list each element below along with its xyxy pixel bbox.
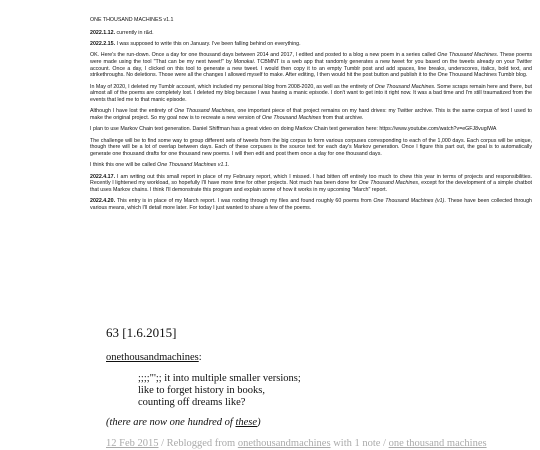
- post-note: [106, 417, 536, 429]
- report-paragraph: I plan to use Markov Chain text generation. Daniel Shiffman has a great video on doing Markov Chain text generation here: https://www.youtube.com/watch?v=eGFJ8vugIWA: [90, 126, 497, 133]
- blog-colon: :: [198, 352, 202, 363]
- report-paragraph: [90, 108, 532, 121]
- report-entry: [90, 30, 532, 37]
- entry-text: This entry is in place of my March report. I was rooting through my files and found roughly 60 poems from: [115, 198, 374, 205]
- report: [90, 17, 532, 216]
- poem-line: like to forget history in books,: [138, 384, 265, 396]
- report-title: ONE THOUSAND MACHINES v1.1: [90, 17, 174, 23]
- meta-text: / Reblogged from: [158, 438, 238, 450]
- entry-date: 2022.2.15.: [90, 41, 116, 47]
- notes-count: with 1 note /: [330, 438, 389, 450]
- tumblr-post-screenshot: [106, 325, 536, 450]
- paragraph-text: In May of 2020, I deleted my Tumblr account, which included my personal blog from 2008-2020, as well as the entirety of: [90, 83, 375, 90]
- project-title: One Thousand Machines: [261, 115, 322, 122]
- report-entry: [90, 174, 532, 194]
- entry-text: , except for the development of a simple chatbot that uses Markov chains. I think I'll demonstrate this program and explain some of how it works in my upcoming "March" report.: [90, 180, 533, 194]
- entry-date: 2022.4.17.: [90, 173, 116, 180]
- note-text: ): [257, 417, 261, 429]
- report-paragraph: [90, 52, 532, 79]
- paragraph-text: , one important piece of that project remains on my hard drives: my Twitter archive. This is the same corpus of text I used to make the original project. So my goal now is to recreate a new version of: [90, 108, 532, 122]
- report-paragraph: [90, 84, 532, 104]
- report-paragraph: [90, 162, 532, 169]
- poem-line: counting off dreams like?: [138, 396, 246, 408]
- paragraph-text: I think this one will be called: [90, 162, 158, 169]
- entry-text: currently in r&d.: [115, 29, 154, 36]
- paragraph-text: . These poems were made using the tool "That can be my next tweet!" by: [90, 52, 533, 65]
- project-title: One Thousand Machines: [358, 180, 419, 187]
- post-author: [106, 352, 536, 364]
- these-link[interactable]: these: [235, 417, 258, 429]
- report-paragraph: The challenge will be to find some way to group different sets of tweets from the big corpus to form various corpuses corresponding to each of the 1,000 days. Each corpus will be unique, though there will be a lot of overlap between days. Each of these corpuses is the source text for each day's Markov generation. Once I figure this part out, the goal is to automatically generate one thousand drafts for one thousand new poems. I will then edit and post them once a day for one thousand days.: [90, 137, 532, 158]
- blog-name-link[interactable]: onethousandmachines: [106, 352, 199, 363]
- tag-link[interactable]: one thousand machines: [388, 438, 487, 450]
- project-title: One Thousand Machines v1.1: [157, 162, 228, 169]
- poem-line: ;;;;"';; it into multiple smaller versions;: [138, 373, 301, 384]
- paragraph-text: . Some scraps remain here and there, but almost all of the poems are completely lost. I deleted my blog because I was having a manic episode. I don't want to get into it right now. It was a bad time and I'm still traumatized from the events that led me to that manic episode.: [90, 83, 533, 104]
- paragraph-text: .: [227, 162, 230, 169]
- poem: [138, 373, 536, 408]
- entry-date: 2022.1.12.: [90, 29, 116, 36]
- entry-text: I am writing out this small report in place of my February report, which I missed. I had bitten off entirely too much to chew this year in terms of projects and responsibilities. Recently I lightened my workload, so hopefully I'll have more time for other projects. Not much has been done for: [90, 173, 532, 187]
- reblog-source-link[interactable]: onethousandmachines: [237, 438, 331, 450]
- entry-text: I was supposed to write this on January. I've been falling behind on everything.: [115, 41, 301, 47]
- entry-text: . These have been collected through various means, which I'll detail more later. For today I just wanted to share a few of the poems.: [90, 198, 532, 212]
- post-meta: [106, 438, 536, 450]
- paragraph-text: . TCBMNT is a web app that randomly generates a new tweet for you based on the tweets already on your Twitter account. Once a day, I clicked on this tool to generate a new tweet. I would then copy it to an empty Tumblr post and add spaces, line breaks, underscores, italics, bold text, and strikethroughs. No deletions. Those were all the changes I allowed myself to make. After editing, I then would hit the post button and publish it to the One Thousand Machines Tumblr blog.: [90, 59, 532, 79]
- paragraph-text: from that archive.: [321, 115, 364, 122]
- project-title: One Thousand Machines: [437, 52, 497, 59]
- entry-date: 2022.4.20.: [90, 198, 116, 205]
- note-text: (there are now one hundred of: [106, 417, 236, 429]
- project-title: One Thousand Machines: [174, 108, 235, 115]
- project-title: One Thousand Machines (v1): [373, 198, 445, 205]
- report-entry: [90, 41, 532, 48]
- project-title: One Thousand Machines: [374, 83, 435, 90]
- post-date-link[interactable]: 12 Feb 2015: [106, 438, 159, 450]
- paragraph-text: Although I have lost the entirety of: [90, 108, 175, 115]
- report-entry: [90, 198, 532, 211]
- post-title: 63 [1.6.2015]: [106, 325, 177, 340]
- paragraph-text: OK. Here's the run-down. Once a day for one thousand days between 2014 and 2017, I edited and posted to a blog a new poem in a series called: [90, 52, 438, 59]
- author-name: Monokai: [233, 59, 254, 65]
